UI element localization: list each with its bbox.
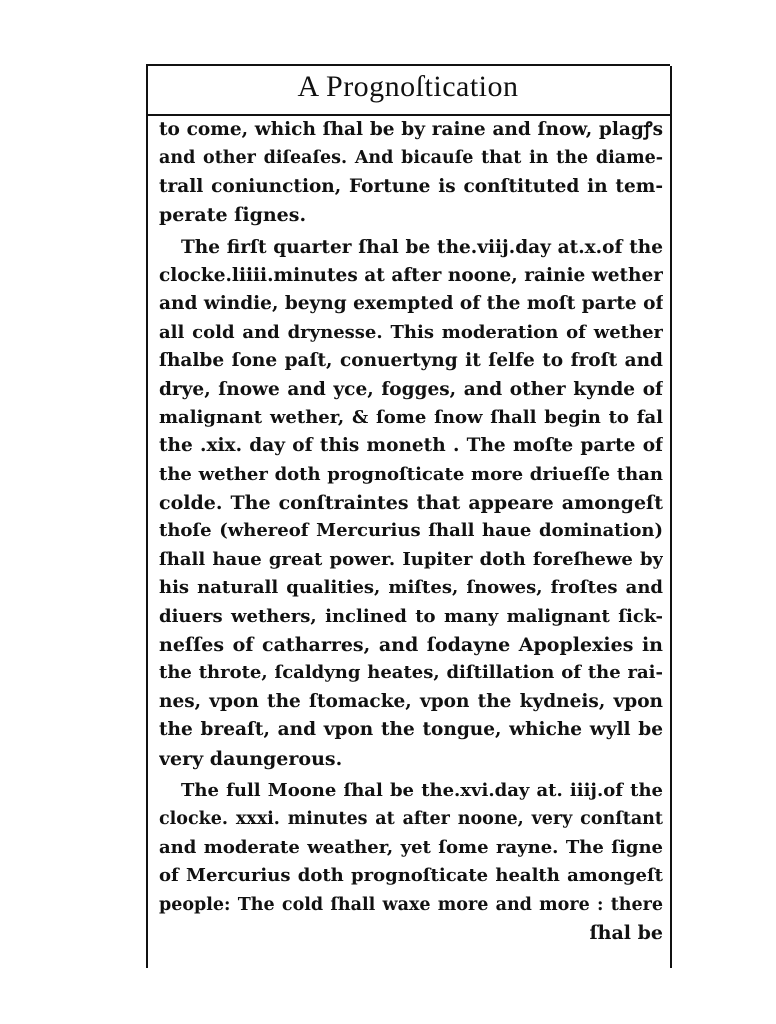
text-line: diuers wethers, inclined to many malignant ſick-: [159, 605, 663, 627]
text-line: drye, ſnowe and yce, fogges, and other kynde of: [159, 378, 663, 400]
catchword: ſhal be: [589, 921, 663, 944]
text-line: his naturall qualities, miſtes, ſnowes, froſtes and: [159, 577, 663, 599]
text-line: clocke.liiii.minutes at after noone, rainie wether: [159, 264, 663, 286]
text-line: the throte, ſcaldyng heates, diſtillation of the rai-: [159, 662, 663, 684]
text-line: and windie, beyng exempted of the moſt parte of: [159, 293, 663, 315]
text-line: ſhalbe ſone paſt, conuertyng it ſelfe to froſt and: [159, 350, 663, 372]
text-line: the breaſt, and vpon the tongue, whiche wyll be: [159, 719, 663, 741]
text-line: neſſes of catharres, and ſodayne Apoplexies in: [159, 634, 663, 657]
running-head: A Prognoſtication: [297, 70, 519, 103]
text-line: the wether doth prognoſticate more driueſſe than: [159, 463, 663, 485]
text-line: the .xix. day of this moneth . The moſte parte of: [159, 435, 663, 457]
body-text: [159, 116, 663, 947]
text-line: people: The cold ſhall waxe more and more : there: [159, 894, 663, 915]
text-line: nes, vpon the ſtomacke, vpon the kydneis, vpon: [159, 690, 663, 712]
text-line: and moderate weather, yet ſome rayne. The ſigne: [159, 836, 663, 858]
text-line: The full Moone ſhal be the.xvi.day at. iiij.of the: [181, 779, 663, 801]
text-line: perate ſignes.: [159, 204, 307, 227]
text-line: trall coniunction, Fortune is conſtituted in tem-: [159, 175, 663, 197]
text-line: very daungerous.: [159, 747, 343, 770]
text-line: malignant wether, & ſome ſnow ſhall begin to fal: [159, 406, 663, 428]
text-line: colde. The conſtraintes that appeare amongeſt: [159, 492, 663, 515]
text-line: thoſe (whereof Mercurius ſhall haue domination): [159, 520, 663, 542]
text-line: of Mercurius doth prognoſticate health amongeſt: [159, 865, 663, 887]
text-line: all cold and drynesse. This moderation of wether: [159, 321, 663, 343]
text-line: and other diſeaſes. And bicauſe that in the diame-: [159, 148, 663, 169]
text-line: The firſt quarter ſhal be the.viij.day at.x.of the: [181, 236, 663, 258]
text-line: to come, which ſhal be by raine and ſnow, plagꝭs: [159, 119, 663, 140]
text-line: clocke. xxxi. minutes at after noone, very conſtant: [159, 809, 663, 830]
text-line: ſhall haue great power. Iupiter doth foreſhewe by: [159, 548, 663, 570]
